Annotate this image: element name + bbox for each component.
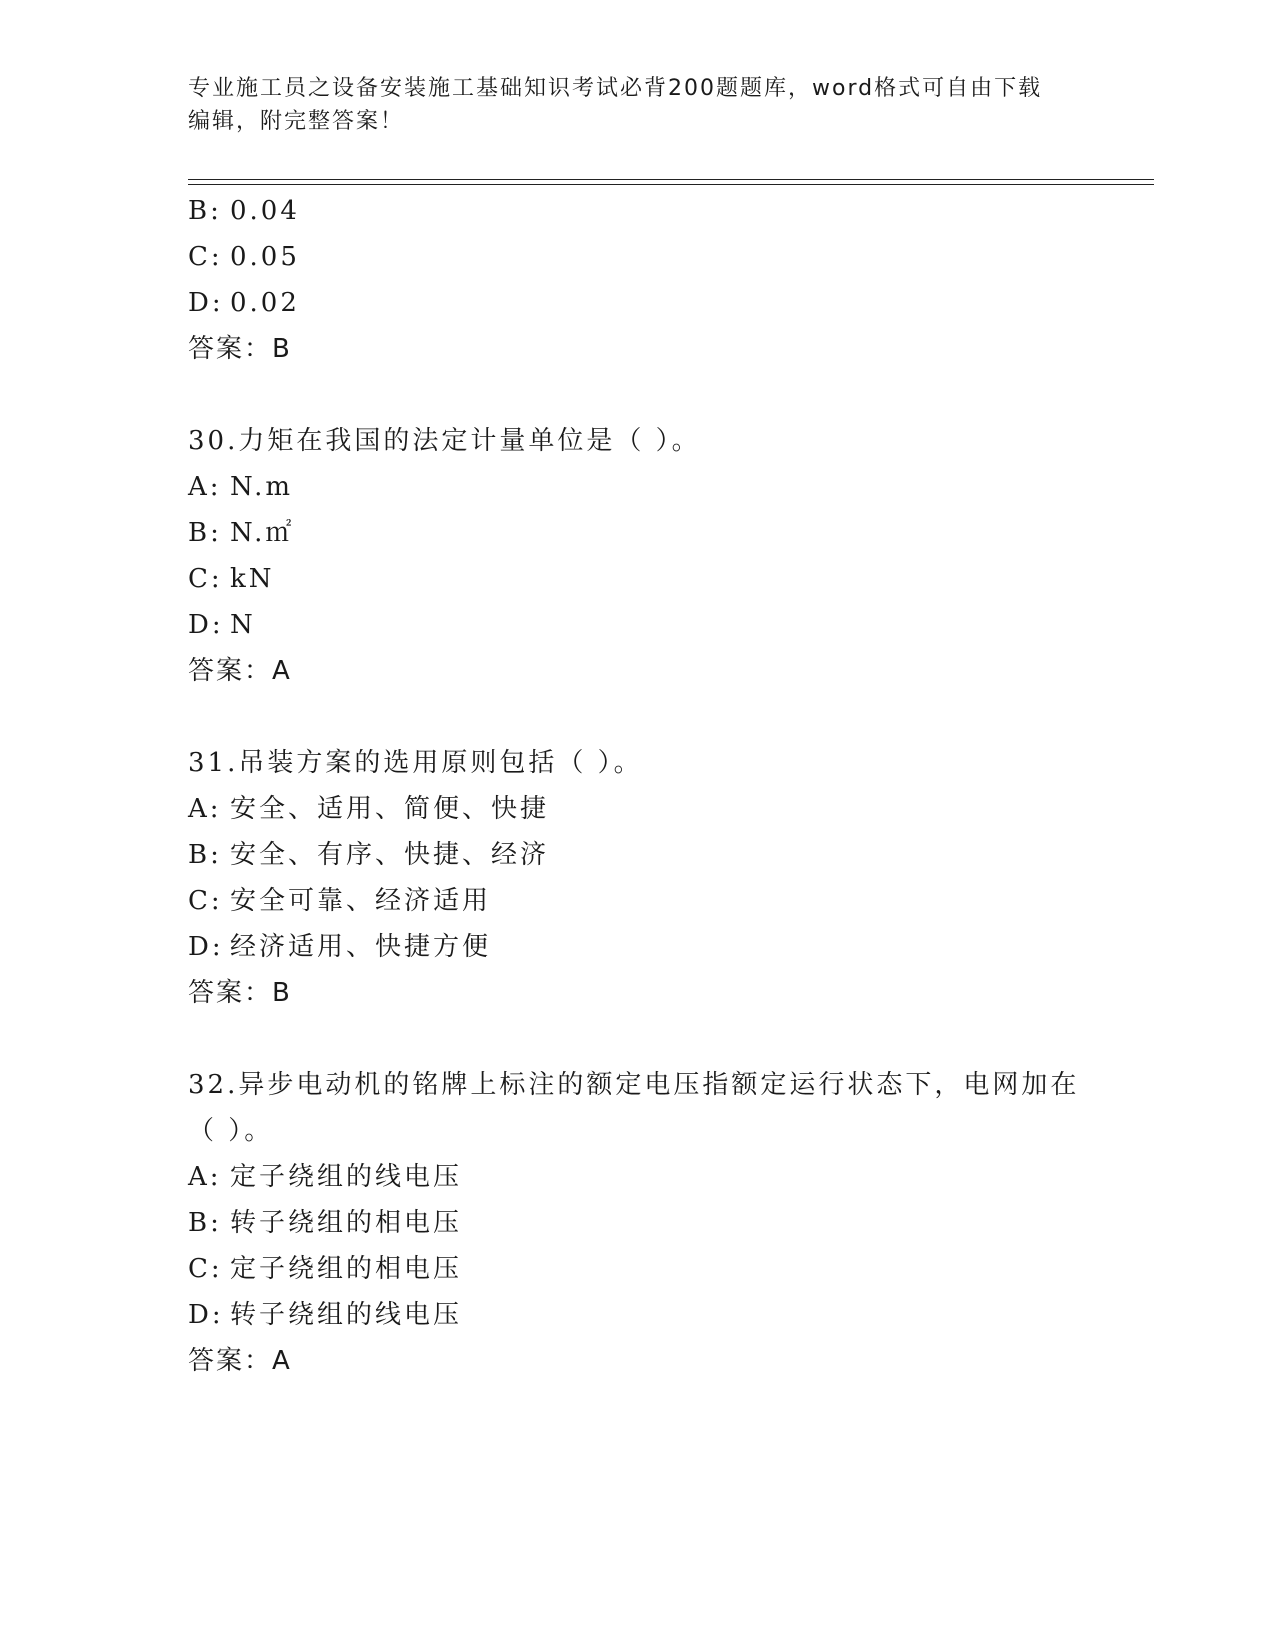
spacer	[188, 694, 1088, 740]
question-stem-line-1: 32.异步电动机的铭牌上标注的额定电压指额定运行状态下，电网加在	[188, 1070, 1080, 1100]
option-d	[188, 924, 1088, 970]
option-d	[188, 1292, 1088, 1338]
option-d	[188, 280, 1088, 326]
option-label: B:	[188, 1208, 222, 1238]
answer-line: 答案：B	[188, 334, 292, 364]
option-text: kN	[230, 564, 275, 594]
option-text: N	[230, 610, 256, 640]
option-text: N.m	[230, 472, 294, 502]
option-text: 0.02	[230, 288, 300, 318]
document-body	[188, 188, 1088, 1384]
option-label: C:	[188, 242, 223, 272]
question-stem: 31.吊装方案的选用原则包括（ ）。	[188, 748, 643, 778]
question-stem: 30.力矩在我国的法定计量单位是（ ）。	[188, 426, 701, 456]
option-label: A:	[188, 472, 222, 502]
option-label: B:	[188, 518, 222, 548]
option-text: N.㎡	[230, 518, 295, 548]
question-30	[188, 418, 1088, 694]
option-label: C:	[188, 1254, 223, 1284]
option-a	[188, 1154, 1088, 1200]
option-c	[188, 234, 1088, 280]
option-a	[188, 786, 1088, 832]
answer-line: 答案：B	[188, 978, 292, 1008]
question-32	[188, 1062, 1088, 1384]
document-header	[188, 72, 1068, 138]
option-a	[188, 464, 1088, 510]
option-label: B:	[188, 840, 222, 870]
option-text: 安全可靠、经济适用	[230, 886, 492, 916]
question-31	[188, 740, 1088, 1016]
question-29-continued	[188, 188, 1088, 372]
option-c	[188, 1246, 1088, 1292]
option-label: D:	[188, 1300, 224, 1330]
option-d	[188, 602, 1088, 648]
answer-line: 答案：A	[188, 1346, 292, 1376]
spacer	[188, 1016, 1088, 1062]
option-text: 定子绕组的线电压	[230, 1162, 463, 1192]
option-b	[188, 510, 1088, 556]
option-text: 转子绕组的相电压	[230, 1208, 463, 1238]
option-label: D:	[188, 610, 224, 640]
option-text: 0.04	[230, 196, 300, 226]
option-text: 0.05	[230, 242, 300, 272]
answer-line: 答案：A	[188, 656, 292, 686]
option-label: D:	[188, 288, 224, 318]
option-label: B:	[188, 196, 222, 226]
option-text: 经济适用、快捷方便	[230, 932, 492, 962]
option-c	[188, 556, 1088, 602]
option-label: A:	[188, 794, 222, 824]
option-text: 定子绕组的相电压	[230, 1254, 463, 1284]
option-text: 安全、适用、简便、快捷	[230, 794, 550, 824]
header-title-line-2: 编辑，附完整答案！	[188, 109, 405, 134]
option-b	[188, 188, 1088, 234]
option-c	[188, 878, 1088, 924]
question-stem-line-2: （ ）。	[188, 1116, 274, 1146]
option-text: 安全、有序、快捷、经济	[230, 840, 550, 870]
option-b	[188, 832, 1088, 878]
option-label: D:	[188, 932, 224, 962]
option-label: A:	[188, 1162, 222, 1192]
header-title-line-1: 专业施工员之设备安装施工基础知识考试必背200题题库，word格式可自由下载	[188, 76, 1043, 101]
header-divider-top	[188, 179, 1154, 180]
option-text: 转子绕组的线电压	[230, 1300, 463, 1330]
header-divider-bottom	[188, 184, 1154, 185]
option-label: C:	[188, 564, 223, 594]
option-b	[188, 1200, 1088, 1246]
option-label: C:	[188, 886, 223, 916]
spacer	[188, 372, 1088, 418]
